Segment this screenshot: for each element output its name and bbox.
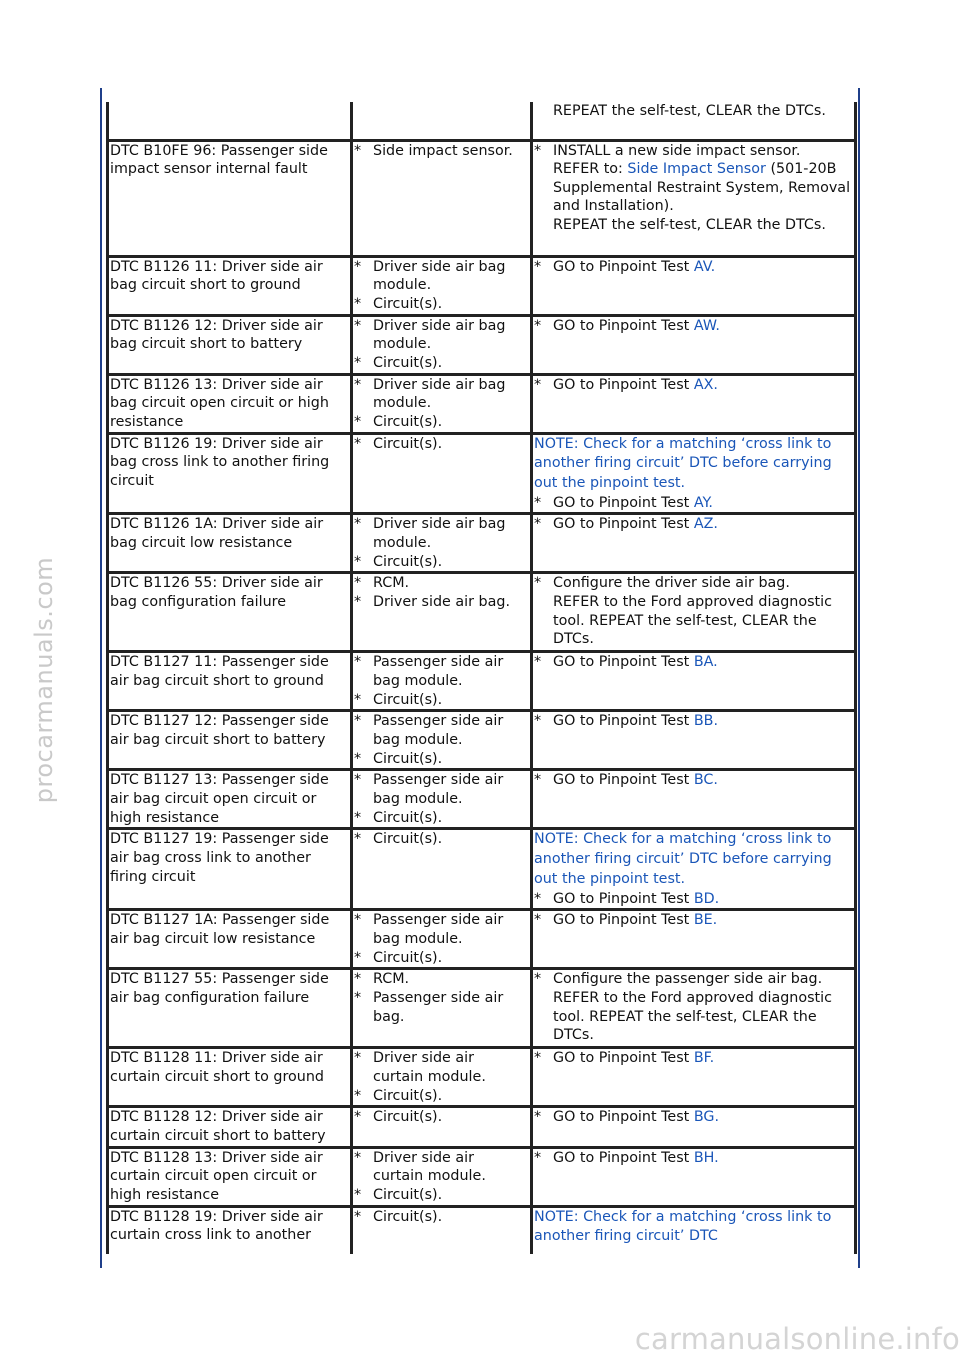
cause-cell: * RCM. * Driver side air bag.: [352, 573, 532, 652]
action-cell: * Configure the driver side air bag. REFER to the Ford approved diagnostic tool. REPEAT the self-test, CLEAR the DTCs.: [532, 573, 856, 652]
cause-cell: * Passenger side air bag module. * Circuit(s).: [352, 652, 532, 711]
action-cell: * GO to Pinpoint Test BH.: [532, 1147, 856, 1206]
cause-item: Driver side air bag module.: [373, 516, 506, 552]
dtc-cell: DTC B1126 13: Driver side air bag circuit open circuit or high resistance: [108, 374, 352, 433]
go-to-text: GO to Pinpoint Test: [553, 516, 690, 533]
cause-item: Circuit(s).: [373, 809, 443, 826]
table-row: [108, 573, 856, 652]
cause-item: Circuit(s).: [373, 553, 443, 570]
cause-item: Side impact sensor.: [373, 142, 513, 159]
cause-item: Circuit(s).: [373, 435, 443, 452]
side-watermark: procarmanuals.com: [30, 556, 58, 804]
cause-cell: * Passenger side air bag module. * Circuit(s).: [352, 711, 532, 770]
go-to-text: GO to Pinpoint Test: [553, 890, 690, 907]
pinpoint-test-link[interactable]: BH.: [693, 1149, 719, 1166]
cause-cell: * Circuit(s).: [352, 1206, 532, 1254]
cause-cell: * Circuit(s).: [352, 1107, 532, 1147]
dtc-cell: [108, 102, 352, 140]
cause-cell: * Driver side air curtain module. * Circuit(s).: [352, 1147, 532, 1206]
dtc-cell: DTC B1126 19: Driver side air bag cross link to another firing circuit: [108, 433, 352, 514]
cause-cell: * Driver side air bag module. * Circuit(s).: [352, 315, 532, 374]
table-row: [108, 711, 856, 770]
table-row: [108, 910, 856, 969]
dtc-cell: DTC B1126 1A: Driver side air bag circuit low resistance: [108, 514, 352, 573]
right-margin-rule: [858, 88, 860, 1268]
dtc-cell: DTC B1127 12: Passenger side air bag circuit short to battery: [108, 711, 352, 770]
table-row: [108, 770, 856, 829]
action-cell: * GO to Pinpoint Test BF.: [532, 1048, 856, 1107]
action-text: REPEAT the self-test, CLEAR the DTCs.: [553, 103, 826, 119]
action-cell: * GO to Pinpoint Test AZ.: [532, 514, 856, 573]
cause-cell: * Driver side air curtain module. * Circuit(s).: [352, 1048, 532, 1107]
cause-item: Passenger side air bag.: [373, 990, 504, 1025]
pinpoint-test-link[interactable]: BE.: [693, 912, 718, 929]
dtc-cell: DTC B1128 11: Driver side air curtain circuit short to ground: [108, 1048, 352, 1107]
dtc-cell: DTC B1127 1A: Passenger side air bag circuit low resistance: [108, 910, 352, 969]
refer-prefix: REFER to:: [553, 161, 623, 178]
action-continuation: REFER to the Ford approved diagnostic tool. REPEAT the self-test, CLEAR the DTCs.: [553, 594, 832, 648]
table-row: [108, 1206, 856, 1254]
action-text: Configure the passenger side air bag.: [553, 971, 823, 988]
table-row: [108, 1107, 856, 1147]
cause-cell: * Passenger side air bag module. * Circuit(s).: [352, 910, 532, 969]
cause-item: Circuit(s).: [373, 1109, 443, 1126]
cause-item: Circuit(s).: [373, 691, 443, 708]
go-to-text: GO to Pinpoint Test: [553, 1109, 690, 1126]
pinpoint-test-link[interactable]: AZ.: [693, 516, 718, 533]
table-row: [108, 140, 856, 256]
cause-item: Passenger side air bag module.: [373, 713, 504, 749]
action-text: Configure the driver side air bag.: [553, 575, 790, 592]
go-to-text: GO to Pinpoint Test: [553, 494, 690, 511]
dtc-cell: DTC B1127 13: Passenger side air bag circuit open circuit or high resistance: [108, 770, 352, 829]
pinpoint-test-link[interactable]: BC.: [693, 772, 718, 789]
action-text: INSTALL a new side impact sensor.: [553, 142, 801, 159]
dtc-cell: DTC B1127 55: Passenger side air bag configuration failure: [108, 969, 352, 1048]
pinpoint-test-link[interactable]: BD.: [693, 890, 720, 907]
go-to-text: GO to Pinpoint Test: [553, 654, 690, 671]
dtc-cell: DTC B1127 19: Passenger side air bag cross link to another firing circuit: [108, 829, 352, 910]
action-cell: * GO to Pinpoint Test BE.: [532, 910, 856, 969]
action-cell: NOTE: Check for a matching ‘cross link to another firing circuit’ DTC before carrying out the pinpoint test. * GO to Pinpoint Test BD.: [532, 829, 856, 910]
dtc-cell: DTC B1128 13: Driver side air curtain circuit open circuit or high resistance: [108, 1147, 352, 1206]
table-row: [108, 102, 856, 140]
cause-cell: * Driver side air bag module. * Circuit(s).: [352, 256, 532, 315]
cause-cell: * Driver side air bag module. * Circuit(s).: [352, 514, 532, 573]
pinpoint-test-link[interactable]: AY.: [693, 494, 713, 511]
pinpoint-test-link[interactable]: AV.: [693, 258, 716, 275]
dtc-cell: DTC B1128 12: Driver side air curtain circuit short to battery: [108, 1107, 352, 1147]
dtc-cell: DTC B1126 55: Driver side air bag configuration failure: [108, 573, 352, 652]
go-to-text: GO to Pinpoint Test: [553, 912, 690, 929]
dtc-cell: DTC B1126 11: Driver side air bag circuit short to ground: [108, 256, 352, 315]
cause-item: Circuit(s).: [373, 413, 443, 430]
side-impact-sensor-link[interactable]: Side Impact Sensor: [627, 161, 766, 178]
cause-item: Driver side air bag module.: [373, 376, 506, 412]
cause-item: Driver side air curtain module.: [373, 1149, 486, 1185]
go-to-text: GO to Pinpoint Test: [553, 772, 690, 789]
pinpoint-test-link[interactable]: AX.: [693, 376, 718, 393]
pinpoint-test-link[interactable]: AW.: [693, 317, 720, 334]
table-row: [108, 1048, 856, 1107]
action-cell: * GO to Pinpoint Test AV.: [532, 256, 856, 315]
dtc-cell: DTC B1126 12: Driver side air bag circuit short to battery: [108, 315, 352, 374]
cause-cell: * Circuit(s).: [352, 433, 532, 514]
table-row: [108, 514, 856, 573]
pinpoint-test-link[interactable]: BG.: [693, 1109, 720, 1126]
table-row: [108, 969, 856, 1048]
cause-item: Circuit(s).: [373, 354, 443, 371]
cause-item: Driver side air curtain module.: [373, 1050, 486, 1086]
cause-item: Circuit(s).: [373, 1208, 443, 1225]
go-to-text: GO to Pinpoint Test: [553, 713, 690, 730]
action-repeat: REPEAT the self-test, CLEAR the DTCs.: [553, 216, 826, 233]
note-text: NOTE: Check for a matching ‘cross link to another firing circuit’ DTC before carrying out the pinpoint test.: [534, 435, 832, 492]
table-row: [108, 256, 856, 315]
go-to-text: GO to Pinpoint Test: [553, 317, 690, 334]
dtc-cell: DTC B1127 11: Passenger side air bag circuit short to ground: [108, 652, 352, 711]
cause-item: Circuit(s).: [373, 831, 443, 848]
cause-item: Passenger side air bag module.: [373, 912, 504, 948]
table-row: [108, 652, 856, 711]
pinpoint-test-link[interactable]: BA.: [693, 654, 718, 671]
action-cell: [532, 102, 856, 140]
action-cell: * GO to Pinpoint Test BA.: [532, 652, 856, 711]
cause-cell: [352, 102, 532, 140]
table-row: [108, 315, 856, 374]
cause-item: Circuit(s).: [373, 949, 443, 966]
pinpoint-test-link[interactable]: BB.: [693, 713, 718, 730]
go-to-text: GO to Pinpoint Test: [553, 376, 690, 393]
cause-item: Driver side air bag module.: [373, 317, 506, 353]
action-cell: * GO to Pinpoint Test AW.: [532, 315, 856, 374]
dtc-table: [106, 102, 857, 1254]
action-cell: * INSTALL a new side impact sensor. REFER to: Side Impact Sensor (501-20B Supplemental Restraint System, Removal and Installation). REPEAT the self-test, CLEAR the DTCs.: [532, 140, 856, 256]
cause-item: Circuit(s).: [373, 1186, 443, 1203]
cause-item: Circuit(s).: [373, 295, 443, 312]
action-cell: NOTE: Check for a matching ‘cross link to another firing circuit’ DTC before carrying out the pinpoint test. * GO to Pinpoint Test AY.: [532, 433, 856, 514]
table-row: [108, 1147, 856, 1206]
cause-item: RCM.: [373, 971, 410, 988]
cause-item: Passenger side air bag module.: [373, 772, 504, 808]
action-cell: * GO to Pinpoint Test BG.: [532, 1107, 856, 1147]
refer-suffix: (501-20B Supplemental Restraint System, Removal and Installation).: [553, 161, 851, 215]
bottom-watermark: carmanualsonline.info: [634, 1322, 960, 1356]
cause-item: Circuit(s).: [373, 1087, 443, 1104]
cause-item: Driver side air bag module.: [373, 258, 506, 294]
dtc-cell: DTC B10FE 96: Passenger side impact sensor internal fault: [108, 140, 352, 256]
table-row: [108, 829, 856, 910]
cause-item: Circuit(s).: [373, 750, 443, 767]
cause-cell: * RCM. * Passenger side air bag.: [352, 969, 532, 1048]
table-row: [108, 433, 856, 514]
action-cell: * GO to Pinpoint Test BC.: [532, 770, 856, 829]
action-continuation: REFER to the Ford approved diagnostic tool. REPEAT the self-test, CLEAR the DTCs.: [553, 990, 832, 1044]
action-cell: [532, 1206, 856, 1254]
cause-cell: * Circuit(s).: [352, 829, 532, 910]
cause-item: Passenger side air bag module.: [373, 654, 504, 690]
cause-cell: * Side impact sensor.: [352, 140, 532, 256]
cause-item: RCM.: [373, 575, 410, 592]
go-to-text: GO to Pinpoint Test: [553, 1149, 690, 1166]
note-text: NOTE: Check for a matching ‘cross link to another firing circuit’ DTC: [534, 1208, 832, 1245]
cause-item: Driver side air bag.: [373, 594, 510, 611]
dtc-cell: DTC B1128 19: Driver side air curtain cross link to another: [108, 1206, 352, 1254]
go-to-text: GO to Pinpoint Test: [553, 1050, 690, 1067]
action-cell: * GO to Pinpoint Test AX.: [532, 374, 856, 433]
action-cell: * Configure the passenger side air bag. REFER to the Ford approved diagnostic tool. REPEAT the self-test, CLEAR the DTCs.: [532, 969, 856, 1048]
table-row: [108, 374, 856, 433]
cause-cell: * Passenger side air bag module. * Circuit(s).: [352, 770, 532, 829]
note-text: NOTE: Check for a matching ‘cross link to another firing circuit’ DTC before carrying out the pinpoint test.: [534, 831, 832, 888]
cause-cell: * Driver side air bag module. * Circuit(s).: [352, 374, 532, 433]
left-margin-rule: [100, 88, 102, 1268]
action-cell: * GO to Pinpoint Test BB.: [532, 711, 856, 770]
pinpoint-test-link[interactable]: BF.: [693, 1050, 715, 1067]
go-to-text: GO to Pinpoint Test: [553, 258, 690, 275]
